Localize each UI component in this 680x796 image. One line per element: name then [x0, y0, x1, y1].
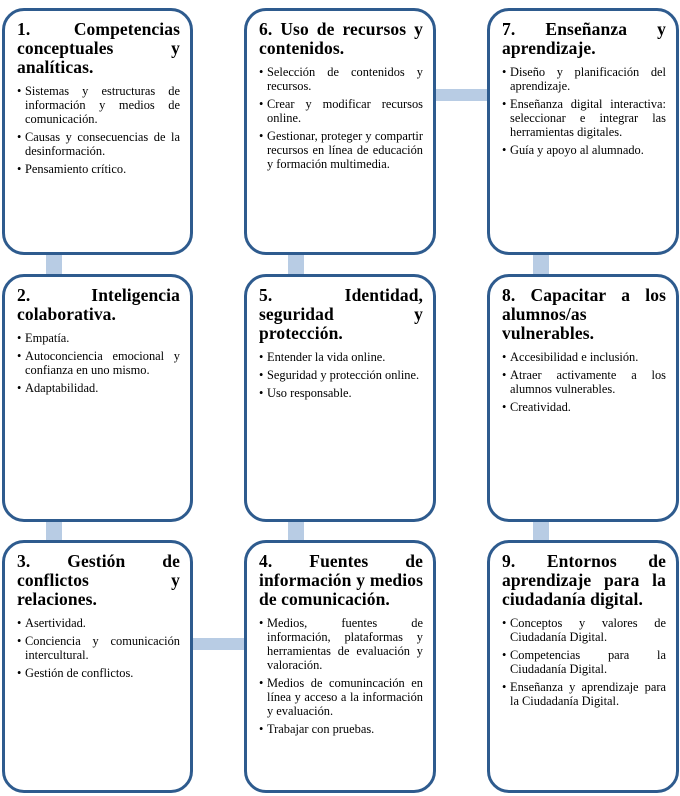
bullet-icon: • [502, 648, 507, 662]
card-inteligencia-colaborativa [2, 274, 193, 522]
list-item: • Atraer activamente a los alumnos vulnerables. [502, 368, 666, 396]
bullet-icon: • [259, 65, 264, 79]
bullet-icon: • [17, 381, 22, 395]
list-item: • Gestionar, proteger y compartir recursos en línea de educación y formación multimedia. [259, 129, 423, 171]
bullet-icon: • [17, 84, 22, 98]
card-entornos-aprendizaje [487, 540, 679, 793]
card-title: 9. Entornos de aprendizaje para la ciudadanía digital. [502, 551, 666, 609]
list-item: • Sistemas y estructuras de información y medios de comunicación. [17, 84, 180, 126]
bullet-icon: • [502, 400, 507, 414]
list-item: • Gestión de conflictos. [17, 666, 134, 680]
list-item: • Uso responsable. [259, 386, 352, 400]
bullet-icon: • [17, 634, 22, 648]
list-item: • Creatividad. [502, 400, 571, 414]
card-title: 3. Gestión de conflictos y relaciones. [17, 551, 180, 609]
card-items [259, 65, 423, 171]
list-item: • Accesibilidad e inclusión. [502, 350, 639, 364]
list-item: • Conceptos y valores de Ciudadanía Digital. [502, 616, 666, 644]
bullet-icon: • [502, 368, 507, 382]
list-item: • Diseño y planificación del aprendizaje. [502, 65, 666, 93]
list-item: • Adaptabilidad. [17, 381, 99, 395]
card-title: 7. Enseñanza y aprendizaje. [502, 19, 666, 58]
card-title: 5. Identidad, seguridad y protección. [259, 285, 423, 343]
card-gestion-conflictos [2, 540, 193, 793]
bullet-icon: • [17, 130, 22, 144]
connector-3-4 [188, 638, 250, 650]
list-item: • Seguridad y protección online. [259, 368, 420, 382]
card-title: 8. Capacitar a los alumnos/as vulnerables. [502, 285, 666, 343]
list-item: • Competencias para la Ciudadanía Digital. [502, 648, 666, 676]
card-items [502, 350, 666, 414]
card-competencias-conceptuales [2, 8, 193, 255]
bullet-icon: • [502, 97, 507, 111]
card-items [17, 331, 180, 395]
card-ensenanza-aprendizaje [487, 8, 679, 255]
list-item: • Medios, fuentes de información, plataformas y herramientas de evaluación y valoración. [259, 616, 423, 672]
card-title: 1. Competencias conceptuales y analíticas. [17, 19, 180, 77]
bullet-icon: • [259, 97, 264, 111]
bullet-icon: • [259, 616, 264, 630]
list-item: • Selección de contenidos y recursos. [259, 65, 423, 93]
list-item: • Causas y consecuencias de la desinformación. [17, 130, 180, 158]
bullet-icon: • [259, 350, 264, 364]
card-uso-recursos [244, 8, 436, 255]
bullet-icon: • [17, 331, 22, 345]
card-items [259, 616, 423, 736]
bullet-icon: • [17, 162, 22, 176]
connector-6-7 [432, 89, 494, 101]
card-items [502, 65, 666, 157]
card-items [259, 350, 423, 400]
bullet-icon: • [502, 350, 507, 364]
list-item: • Enseñanza y aprendizaje para la Ciudadanía Digital. [502, 680, 666, 708]
bullet-icon: • [259, 129, 264, 143]
bullet-icon: • [259, 722, 264, 736]
bullet-icon: • [17, 666, 22, 680]
list-item: • Conciencia y comunicación intercultural. [17, 634, 180, 662]
bullet-icon: • [17, 349, 22, 363]
list-item: • Medios de comunincación en línea y acceso a la información y evaluación. [259, 676, 423, 718]
list-item: • Crear y modificar recursos online. [259, 97, 423, 125]
list-item: • Entender la vida online. [259, 350, 386, 364]
bullet-icon: • [259, 368, 264, 382]
card-items [502, 616, 666, 708]
bullet-icon: • [502, 65, 507, 79]
list-item: • Enseñanza digital interactiva: seleccionar e integrar las herramientas digitales. [502, 97, 666, 139]
list-item: • Autoconciencia emocional y confianza en uno mismo. [17, 349, 180, 377]
card-title: 4. Fuentes de información y medios de comunicación. [259, 551, 423, 609]
card-fuentes-informacion [244, 540, 436, 793]
card-identidad-seguridad [244, 274, 436, 522]
list-item: • Pensamiento crítico. [17, 162, 127, 176]
bullet-icon: • [17, 616, 22, 630]
bullet-icon: • [502, 616, 507, 630]
list-item: • Asertividad. [17, 616, 86, 630]
bullet-icon: • [502, 680, 507, 694]
list-item: • Empatía. [17, 331, 70, 345]
list-item: • Guía y apoyo al alumnado. [502, 143, 644, 157]
card-items [17, 616, 180, 680]
bullet-icon: • [259, 386, 264, 400]
card-capacitar-alumnos [487, 274, 679, 522]
bullet-icon: • [502, 143, 507, 157]
bullet-icon: • [259, 676, 264, 690]
card-title: 2. Inteligencia colaborativa. [17, 285, 180, 324]
card-items [17, 84, 180, 176]
list-item: • Trabajar con pruebas. [259, 722, 375, 736]
card-title: 6. Uso de recursos y contenidos. [259, 19, 423, 58]
